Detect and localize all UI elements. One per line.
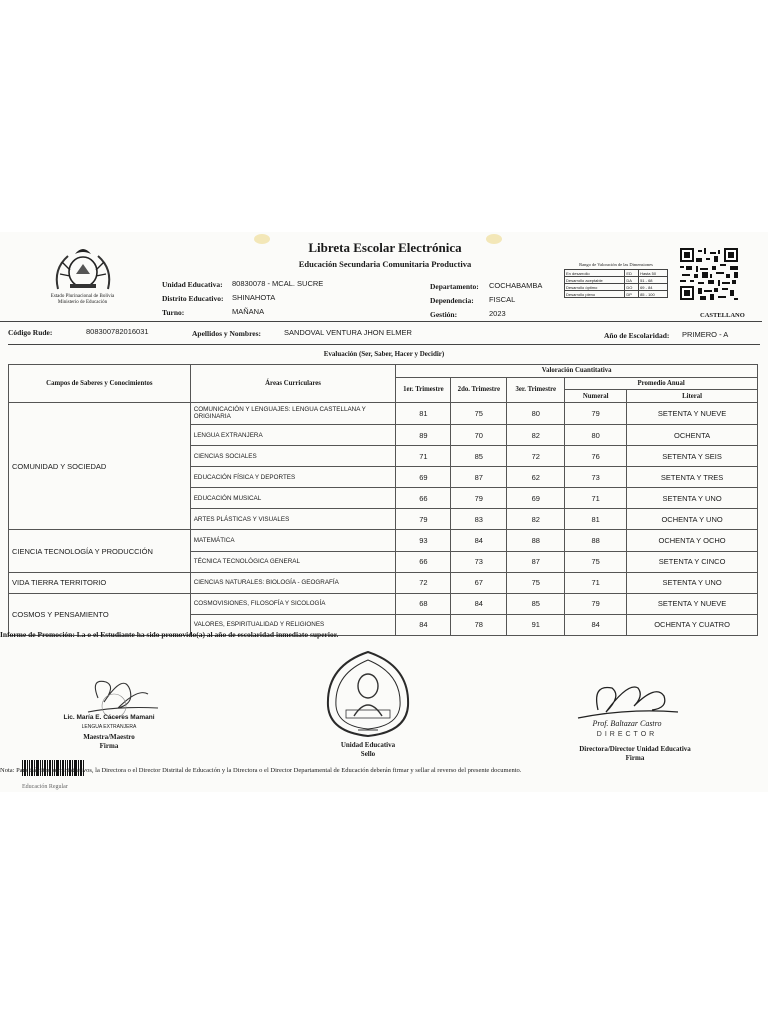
grade-t2: 78 <box>451 614 507 635</box>
grade-t3: 85 <box>507 593 565 614</box>
grade-t2: 73 <box>451 551 507 572</box>
teacher-firma: Firma <box>99 742 119 750</box>
grade-numeral: 88 <box>565 530 627 551</box>
grade-numeral: 79 <box>565 402 627 424</box>
grade-literal: OCHENTA <box>627 425 758 446</box>
range-cell: Desarrollo aceptable <box>565 277 625 284</box>
grade-t3: 88 <box>507 530 565 551</box>
turno-value: MAÑANA <box>232 307 265 316</box>
range-cell: DP <box>625 291 639 298</box>
footer-label: Educación Regular <box>22 784 68 790</box>
bolivia-emblem-icon <box>48 244 118 294</box>
table-row <box>9 530 758 551</box>
grade-literal: OCHENTA Y OCHO <box>627 530 758 551</box>
header-valoracion: Valoración Cuantitativa <box>396 365 758 378</box>
grade-t3: 72 <box>507 446 565 467</box>
table-row <box>9 593 758 614</box>
range-cell: Desarrollo óptimo <box>565 284 625 291</box>
table-row <box>9 572 758 593</box>
teacher-signature-icon <box>68 668 168 720</box>
grade-t1: 84 <box>396 614 451 635</box>
grade-literal: SETENTA Y TRES <box>627 467 758 488</box>
gestion-label: Gestión: <box>430 310 458 319</box>
name-label: Apellidos y Nombres: <box>192 329 262 338</box>
grade-numeral: 80 <box>565 425 627 446</box>
area-name: ARTES PLÁSTICAS Y VISUALES <box>190 509 396 530</box>
divider <box>8 344 760 345</box>
area-name: EDUCACIÓN FÍSICA Y DEPORTES <box>190 467 396 488</box>
school-seal-icon <box>318 646 418 742</box>
grade-t1: 72 <box>396 572 451 593</box>
grade-numeral: 71 <box>565 572 627 593</box>
grade-t1: 81 <box>396 402 451 424</box>
state-name: Estado Plurinacional de Bolivia <box>50 294 115 299</box>
seal-role: Unidad Educativa <box>340 741 396 749</box>
area-name: EDUCACIÓN MUSICAL <box>190 488 396 509</box>
grade-numeral: 81 <box>565 509 627 530</box>
teacher-name: Lic. María E. Cáceres Mamani <box>63 714 155 721</box>
grade-t2: 75 <box>451 402 507 424</box>
director-name: Prof. Baltazar Castro <box>592 719 662 728</box>
range-cell: DO <box>625 284 639 291</box>
year-value: PRIMERO - A <box>682 330 729 339</box>
grade-t3: 75 <box>507 572 565 593</box>
language-label: CASTELLANO <box>700 312 745 319</box>
grade-t2: 85 <box>451 446 507 467</box>
campo-ciencia: CIENCIA TECNOLOGÍA Y PRODUCCIÓN <box>9 530 191 572</box>
grade-literal: OCHENTA Y CUATRO <box>627 614 758 635</box>
grade-numeral: 71 <box>565 488 627 509</box>
grade-numeral: 76 <box>565 446 627 467</box>
range-row <box>565 291 668 298</box>
range-cell: DA <box>625 277 639 284</box>
ministry-name: Ministerio de Educación <box>57 300 108 305</box>
unidad-value: 80830078 - MCAL. SUCRE <box>232 279 324 288</box>
grade-literal: SETENTA Y NUEVE <box>627 402 758 424</box>
area-name: TÉCNICA TECNOLÓGICA GENERAL <box>190 551 396 572</box>
grade-t1: 71 <box>396 446 451 467</box>
distrito-value: SHINAHOTA <box>232 293 276 302</box>
divider <box>0 321 762 322</box>
teacher-subject: LENGUA EXTRANJERA <box>81 724 137 730</box>
range-cell: 51 - 68 <box>639 277 668 284</box>
range-cell: Desarrollo pleno <box>565 291 625 298</box>
grade-t3: 62 <box>507 467 565 488</box>
document-title: Libreta Escolar Electrónica <box>308 240 462 255</box>
grade-t1: 79 <box>396 509 451 530</box>
year-label: Año de Escolaridad: <box>604 331 670 340</box>
header-t2: 2do. Trimestre <box>451 377 507 402</box>
campo-cosmos: COSMOS Y PENSAMIENTO <box>9 593 191 635</box>
range-cell: ED <box>625 270 639 277</box>
grade-t3: 80 <box>507 402 565 424</box>
area-name: COSMOVISIONES, FILOSOFÍA Y SICOLOGÍA <box>190 593 396 614</box>
campo-comunidad: COMUNIDAD Y SOCIEDAD <box>9 402 191 530</box>
departamento-value: COCHABAMBA <box>489 281 543 290</box>
qr-code-icon <box>680 248 738 300</box>
grade-literal: OCHENTA Y UNO <box>627 509 758 530</box>
rude-label: Código Rude: <box>8 328 53 337</box>
grade-t2: 84 <box>451 593 507 614</box>
grade-t3: 87 <box>507 551 565 572</box>
grade-t2: 70 <box>451 425 507 446</box>
grade-numeral: 75 <box>565 551 627 572</box>
header-numeral: Numeral <box>565 390 627 403</box>
rude-value: 808300782016031 <box>86 327 149 336</box>
grade-t2: 84 <box>451 530 507 551</box>
range-title: Rango de Valoración de las Dimensiones <box>579 262 653 267</box>
table-row <box>9 402 758 424</box>
grade-t1: 69 <box>396 467 451 488</box>
student-name: SANDOVAL VENTURA JHON ELMER <box>284 328 412 337</box>
grade-t1: 89 <box>396 425 451 446</box>
grade-numeral: 84 <box>565 614 627 635</box>
range-cell: 85 - 100 <box>639 291 668 298</box>
evaluation-header: Evaluación (Ser, Saber, Hacer y Decidir) <box>323 350 445 358</box>
document-subtitle: Educación Secundaria Comunitaria Productiva <box>298 259 472 269</box>
grade-t2: 87 <box>451 467 507 488</box>
header-areas: Áreas Curriculares <box>190 365 396 403</box>
grade-t1: 66 <box>396 551 451 572</box>
dependencia-value: FISCAL <box>489 295 516 304</box>
unidad-label: Unidad Educativa: <box>162 280 223 289</box>
area-name: CIENCIAS SOCIALES <box>190 446 396 467</box>
grade-literal: SETENTA Y NUEVE <box>627 593 758 614</box>
range-row <box>565 284 668 291</box>
departamento-label: Departamento: <box>430 282 479 291</box>
area-name: CIENCIAS NATURALES: BIOLOGÍA - GEOGRAFÍA <box>190 572 396 593</box>
header-literal: Literal <box>627 390 758 403</box>
distrito-label: Distrito Educativo: <box>162 294 224 303</box>
valuation-range-table <box>564 262 668 298</box>
seal-sello: Sello <box>360 750 376 758</box>
range-cell: En desarrollo <box>565 270 625 277</box>
grade-numeral: 73 <box>565 467 627 488</box>
grade-t2: 83 <box>451 509 507 530</box>
teacher-role: Maestra/Maestro <box>83 733 135 741</box>
range-cell: Hasta 50 <box>639 270 668 277</box>
header-t1: 1er. Trimestre <box>396 377 451 402</box>
turno-label: Turno: <box>162 308 185 317</box>
gestion-value: 2023 <box>489 309 506 318</box>
grades-table <box>8 364 758 636</box>
director-subtitle: DIRECTOR <box>596 731 658 738</box>
grade-literal: SETENTA Y SEIS <box>627 446 758 467</box>
grade-numeral: 79 <box>565 593 627 614</box>
header-campos: Campos de Saberes y Conocimientos <box>9 365 191 403</box>
dependencia-label: Dependencia: <box>430 296 474 305</box>
grade-literal: SETENTA Y UNO <box>627 572 758 593</box>
administrative-note: Nota: Para trámites administrativos, la Directora o el Director Distrital de Educación y la Directora o el Director Departamental de Educación deberán firmar y sellar al reverso del presente documento. <box>0 767 522 774</box>
header-promedio: Promedio Anual <box>565 377 758 390</box>
director-role: Directora/Director Unidad Educativa <box>579 745 691 753</box>
area-name: MATEMÁTICA <box>190 530 396 551</box>
grade-literal: SETENTA Y UNO <box>627 488 758 509</box>
range-row <box>565 277 668 284</box>
area-name: VALORES, ESPIRITUALIDAD Y RELIGIONES <box>190 614 396 635</box>
area-name: COMUNICACIÓN Y LENGUAJES: LENGUA CASTELLANA Y ORIGINARIA <box>190 402 396 424</box>
grade-t2: 79 <box>451 488 507 509</box>
grade-t3: 82 <box>507 425 565 446</box>
grade-literal: SETENTA Y CINCO <box>627 551 758 572</box>
grade-t1: 93 <box>396 530 451 551</box>
area-name: LENGUA EXTRANJERA <box>190 425 396 446</box>
grade-t3: 91 <box>507 614 565 635</box>
header-t3: 3er. Trimestre <box>507 377 565 402</box>
grade-t1: 66 <box>396 488 451 509</box>
grade-t2: 67 <box>451 572 507 593</box>
campo-vida: VIDA TIERRA TERRITORIO <box>9 572 191 593</box>
director-firma: Firma <box>625 754 645 762</box>
grade-t1: 68 <box>396 593 451 614</box>
range-cell: 69 - 84 <box>639 284 668 291</box>
promotion-report: Informe de Promoción: La o el Estudiante ha sido promovido(a) al año de escolaridad inmediato superior. <box>0 630 339 639</box>
range-row <box>565 270 668 277</box>
state-ministry-text <box>30 294 135 306</box>
grade-t3: 82 <box>507 509 565 530</box>
grade-t3: 69 <box>507 488 565 509</box>
